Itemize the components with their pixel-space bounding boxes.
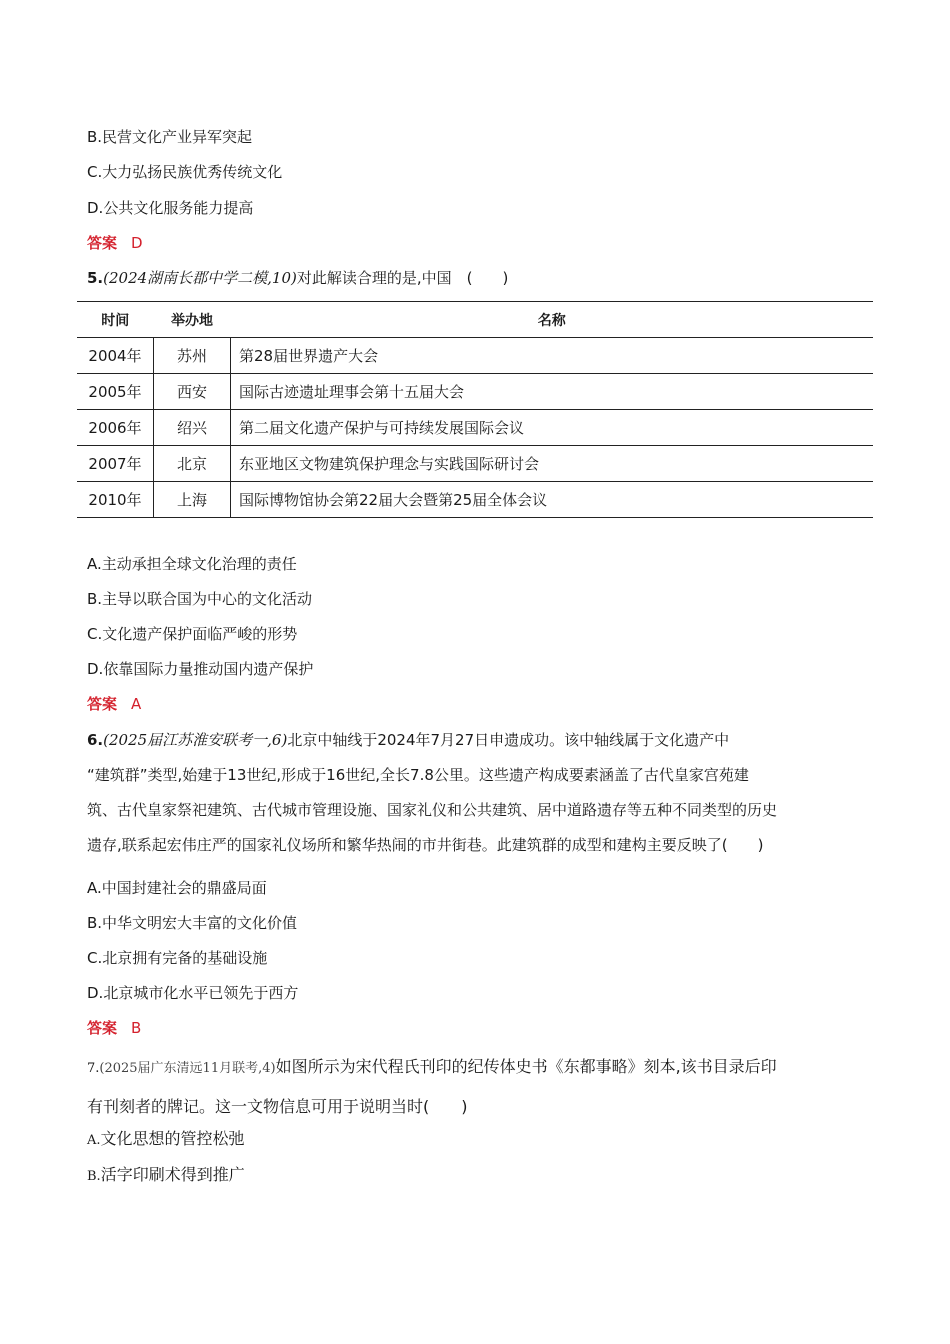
q7-line-1 [87, 1048, 867, 1088]
cell-time: 2007年 [77, 446, 154, 482]
question-text: 北京中轴线于2024年7月27日申遗成功。该中轴线属于文化遗产中 [287, 731, 730, 749]
answer-value: D [131, 234, 143, 252]
question-source: (2024湖南长郡中学二模,10) [103, 269, 297, 287]
q5-option-c: C.文化遗产保护面临严峻的形势 [87, 625, 298, 643]
question-source: (2025届广东清远11月联考,4) [99, 1061, 276, 1076]
answer-value: A [131, 695, 142, 713]
q5-option-b: B.主导以联合国为中心的文化活动 [87, 590, 313, 608]
header-place: 举办地 [154, 302, 231, 338]
cell-place: 苏州 [154, 338, 231, 374]
cell-place: 北京 [154, 446, 231, 482]
q6-option-c: C.北京拥有完备的基础设施 [87, 949, 268, 967]
cell-time: 2010年 [77, 482, 154, 518]
q5-stem [87, 268, 508, 288]
q7-line-2: 有刊刻者的牌记。这一文物信息可用于说明当时( ) [87, 1097, 468, 1116]
q6-line-3: 筑、古代皇家祭祀建筑、古代城市管理设施、国家礼仪和公共建筑、居中道路遗存等五种不同类型的历史 [87, 801, 778, 819]
q5-option-a: A.主动承担全球文化治理的责任 [87, 555, 297, 573]
q6-option-d: D.北京城市化水平已领先于西方 [87, 984, 299, 1002]
cell-time: 2004年 [77, 338, 154, 374]
cell-place: 上海 [154, 482, 231, 518]
cell-name: 国际古迹遗址理事会第十五届大会 [231, 374, 874, 410]
table-row [77, 446, 873, 482]
table-header-row [77, 302, 873, 338]
cell-name: 第二届文化遗产保护与可持续发展国际会议 [231, 410, 874, 446]
header-time: 时间 [77, 302, 154, 338]
q5-answer [87, 694, 141, 714]
question-text: 如图所示为宋代程氏刊印的纪传体史书《东都事略》刻本,该书目录后印 [275, 1057, 777, 1076]
q5-table [77, 301, 873, 518]
cell-name: 国际博物馆协会第22届大会暨第25届全体会议 [231, 482, 874, 518]
answer-value: B [131, 1019, 142, 1037]
q5-option-d: D.依靠国际力量推动国内遗产保护 [87, 660, 314, 678]
table-row [77, 410, 873, 446]
header-name: 名称 [231, 302, 874, 338]
table-row [77, 374, 873, 410]
q7-option-b [87, 1165, 245, 1187]
q7-stem [87, 1048, 867, 1126]
question-number: 7. [87, 1061, 100, 1076]
answer-label: 答案 [87, 695, 118, 713]
cell-place: 西安 [154, 374, 231, 410]
q7-option-a [87, 1129, 245, 1151]
q4-option-d: D.公共文化服务能力提高 [87, 199, 254, 217]
cell-name: 东亚地区文物建筑保护理念与实践国际研讨会 [231, 446, 874, 482]
q6-option-a: A.中国封建社会的鼎盛局面 [87, 879, 267, 897]
cell-place: 绍兴 [154, 410, 231, 446]
option-letter: B. [87, 1169, 101, 1184]
q6-answer [87, 1018, 141, 1038]
table-row [77, 482, 873, 518]
option-text: 文化思想的管控松弛 [100, 1129, 245, 1148]
question-number: 5. [87, 269, 104, 287]
table-row [77, 338, 873, 374]
question-text: 对此解读合理的是,中国 ( ) [296, 269, 509, 287]
question-number: 6. [87, 731, 104, 749]
q6-option-b: B.中华文明宏大丰富的文化价值 [87, 914, 298, 932]
question-source: (2025届江苏淮安联考一,6) [103, 731, 288, 749]
q6-line-1 [87, 723, 867, 758]
option-text: 活字印刷术得到推广 [100, 1165, 245, 1184]
q6-line-4: 遗存,联系起宏伟庄严的国家礼仪场所和繁华热闹的市井街巷。此建筑群的成型和建构主要反映了( ) [87, 836, 764, 854]
q4-option-b: B.民营文化产业异军突起 [87, 128, 253, 146]
cell-time: 2006年 [77, 410, 154, 446]
answer-label: 答案 [87, 234, 118, 252]
cell-time: 2005年 [77, 374, 154, 410]
q6-stem [87, 723, 867, 863]
cell-name: 第28届世界遗产大会 [231, 338, 874, 374]
q4-answer [87, 233, 143, 253]
option-letter: A. [87, 1133, 101, 1148]
q6-line-2: “建筑群”类型,始建于13世纪,形成于16世纪,全长7.8公里。这些遗产构成要素涵盖了古代皇家宫苑建 [87, 766, 749, 784]
answer-label: 答案 [87, 1019, 118, 1037]
q4-option-c: C.大力弘扬民族优秀传统文化 [87, 163, 283, 181]
